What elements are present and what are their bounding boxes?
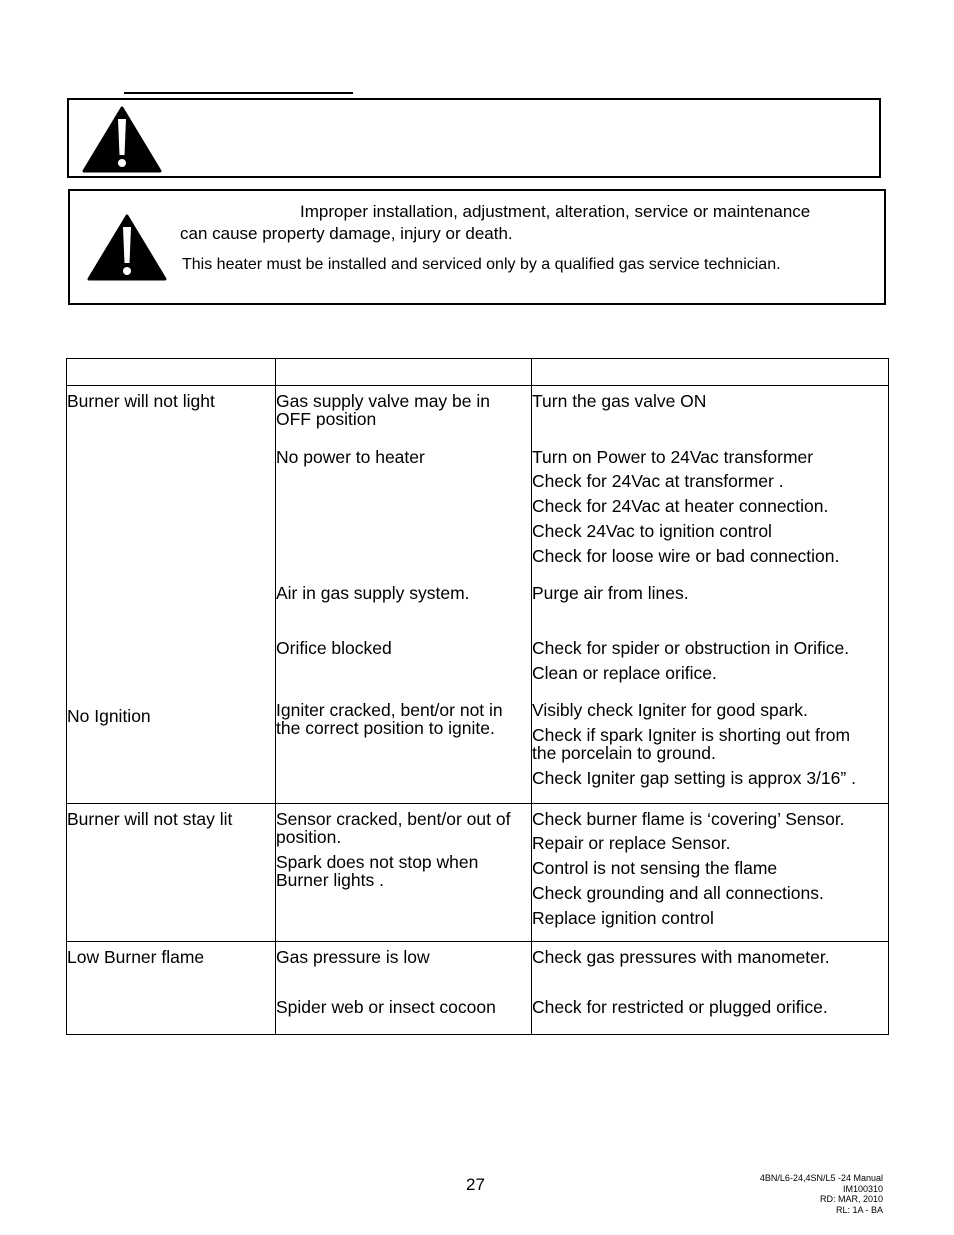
table-cell-remedy: Check for 24Vac at heater connection. xyxy=(532,496,829,516)
footer-rd: RD: MAR, 2010 xyxy=(819,1194,883,1204)
table-cell-cause: No power to heater xyxy=(276,447,425,467)
table-cell-remedy: Check grounding and all connections. xyxy=(532,883,824,903)
table-header-divider xyxy=(67,385,888,386)
table-cell-cause: Orifice blocked xyxy=(276,638,392,658)
table-cell-remedy: Purge air from lines. xyxy=(532,583,689,603)
document-footer-info xyxy=(760,1173,883,1215)
table-cell-problem: Low Burner flame xyxy=(67,947,205,967)
table-cell-cause: Gas pressure is low xyxy=(276,947,430,967)
table-cell-remedy: Clean or replace orifice. xyxy=(532,663,717,683)
table-cell-remedy: Check for spider or obstruction in Orifice. xyxy=(532,638,850,658)
table-cell-problem: Burner will not stay lit xyxy=(67,809,233,829)
table-cell-remedy: Repair or replace Sensor. xyxy=(532,833,731,853)
table-cell-cause: Spider web or insect cocoon xyxy=(276,997,496,1017)
table-cell-cause: Igniter cracked, bent/or not in the correct position to ignite. xyxy=(276,700,503,738)
table-cell-problem: Burner will not light xyxy=(67,391,215,411)
table-row-divider xyxy=(67,803,888,804)
table-cell-problem: No Ignition xyxy=(67,706,151,726)
table-cell-remedy: Check if spark Igniter is shorting out from the porcelain to ground. xyxy=(532,725,851,763)
table-cell-remedy: Control is not sensing the flame xyxy=(532,858,778,878)
table-cell-cause: Gas supply valve may be in OFF position xyxy=(276,391,490,429)
table-cell-cause: Spark does not stop when Burner lights . xyxy=(276,852,479,890)
footer-doc-id: IM100310 xyxy=(842,1183,883,1194)
table-cell-cause: Sensor cracked, bent/or out of position. xyxy=(276,809,511,847)
table-cell-remedy: Check 24Vac to ignition control xyxy=(532,521,772,541)
table-cell-remedy: Check gas pressures with manometer. xyxy=(532,947,830,967)
warning-text-line-3: This heater must be installed and serviced only by a qualified gas service technician. xyxy=(182,256,781,273)
table-row-divider xyxy=(67,941,888,942)
footer-rl: RL: 1A - BA xyxy=(835,1204,883,1215)
table-cell-remedy: Check for 24Vac at transformer . xyxy=(532,471,784,491)
warning-triangle-icon xyxy=(86,213,168,281)
warning-text-line-1: Improper installation, adjustment, alteration, service or maintenance xyxy=(300,202,811,221)
table-cell-remedy: Turn the gas valve ON xyxy=(532,391,707,411)
warning-triangle-icon xyxy=(81,105,163,173)
table-cell-cause: Air in gas supply system. xyxy=(276,583,470,603)
warning-box-top xyxy=(67,98,881,178)
footer-manual: 4BN/L6-24,4SN/L5 -24 Manual xyxy=(759,1173,883,1183)
table-cell-remedy: Visibly check Igniter for good spark. xyxy=(532,700,808,720)
table-cell-remedy: Check for loose wire or bad connection. xyxy=(532,546,840,566)
page-number: 27 xyxy=(466,1175,485,1194)
warning-text-line-2: can cause property damage, injury or death. xyxy=(180,224,513,243)
table-cell-remedy: Check Igniter gap setting is approx 3/16” . xyxy=(532,768,856,788)
table-cell-remedy: Turn on Power to 24Vac transformer xyxy=(532,447,814,467)
table-cell-remedy: Check for restricted or plugged orifice. xyxy=(532,997,828,1017)
table-cell-remedy: Replace ignition control xyxy=(532,908,714,928)
title-underline xyxy=(124,92,353,94)
table-cell-remedy: Check burner flame is ‘covering’ Sensor. xyxy=(532,809,845,829)
